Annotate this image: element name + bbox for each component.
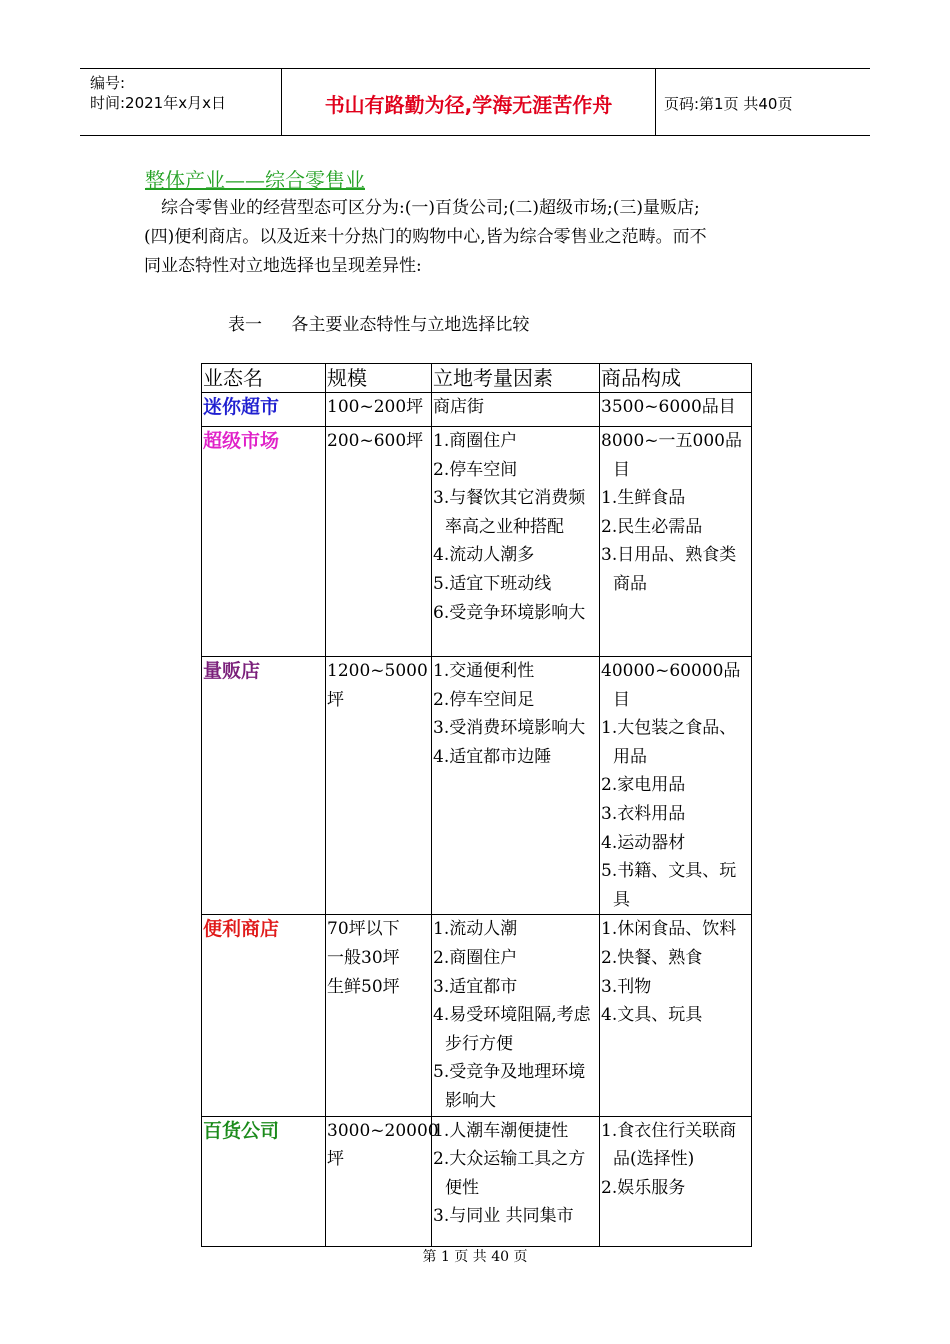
table-row	[202, 657, 752, 915]
factors-item: 2.停车空间	[433, 459, 518, 480]
scale-item: 一般30坪	[327, 947, 400, 968]
goods-cell	[600, 427, 752, 657]
header-divider	[655, 69, 656, 135]
paragraph-line: 同业态特性对立地选择也呈现差异性:	[144, 256, 422, 276]
factors-item: 1.商圈住户	[433, 431, 518, 451]
factors-cell	[432, 427, 600, 657]
intro-paragraph	[144, 194, 804, 281]
scale-cell	[326, 427, 432, 657]
table-row	[202, 1116, 752, 1246]
goods-item: 2.民生必需品	[601, 516, 703, 537]
scale-cell	[326, 1116, 439, 1246]
factors-item: 6.受竞争环境影响大	[433, 602, 586, 623]
goods-cell	[600, 1116, 752, 1246]
table-row	[202, 427, 752, 657]
scale-item: 200~600坪	[327, 431, 424, 451]
factors-cell	[432, 1116, 600, 1246]
factors-item: 商店街	[433, 397, 484, 417]
factors-item: 5.受竞争及地理环境影响大	[433, 1062, 586, 1111]
goods-cell	[600, 393, 752, 427]
goods-item: 2.娱乐服务	[601, 1177, 686, 1198]
header-time-label: 时间:2021年x月x日	[90, 94, 226, 112]
scale-item: 100~200坪	[327, 397, 424, 417]
column-header: 商品构成	[600, 364, 752, 393]
paragraph-line: (四)便利商店。以及近来十分热门的购物中心,皆为综合零售业之范畴。而不	[144, 227, 707, 247]
table-row	[202, 393, 752, 427]
format-name-cell: 迷你超市	[202, 393, 326, 427]
scale-item: 生鲜50坪	[327, 976, 400, 997]
format-name-cell: 量贩店	[202, 657, 326, 915]
factors-cell	[432, 393, 600, 427]
format-name-cell: 百货公司	[202, 1116, 326, 1246]
header-motto: 书山有路勤为径,学海无涯苦作舟	[324, 93, 613, 117]
header-meta	[90, 73, 226, 113]
format-name-cell: 超级市场	[202, 427, 326, 657]
factors-item: 4.流动人潮多	[433, 545, 535, 566]
scale-cell	[326, 657, 432, 915]
header-number-label: 编号:	[90, 74, 126, 92]
goods-item: 3.日用品、熟食类商品	[601, 545, 737, 594]
goods-item: 2.快餐、熟食	[601, 947, 703, 968]
goods-item: 2.家电用品	[601, 775, 686, 796]
factors-item: 4.适宜都市边陲	[433, 746, 552, 767]
paragraph-line: 综合零售业的经营型态可区分为:(一)百货公司;(二)超级市场;(三)量贩店;	[144, 198, 700, 218]
table-caption: 表一 各主要业态特性与立地选择比较	[228, 315, 530, 335]
column-header: 立地考量因素	[432, 364, 600, 393]
table-header-row	[202, 364, 752, 393]
section-title: 整体产业——综合零售业	[145, 168, 365, 192]
factors-item: 3.适宜都市	[433, 976, 518, 997]
goods-item: 3.衣料用品	[601, 803, 686, 824]
scale-cell	[326, 393, 432, 427]
table-row	[202, 915, 752, 1116]
factors-item: 3.受消费环境影响大	[433, 718, 586, 739]
factors-item: 1.流动人潮	[433, 919, 518, 940]
scale-item: 1200~5000坪	[327, 661, 428, 710]
factors-item: 3.与同业 共同集市	[433, 1206, 574, 1227]
factors-item: 2.大众运输工具之方便性	[433, 1149, 586, 1198]
factors-item: 4.易受环境阻隔,考虑步行方便	[433, 1005, 591, 1054]
goods-item: 4.运动器材	[601, 832, 686, 853]
page-footer: 第 1 页 共 40 页	[422, 1249, 528, 1265]
header-page-info: 页码:第1页 共40页	[664, 95, 793, 113]
goods-item: 8000~一五000品目	[601, 431, 742, 480]
goods-item: 3.刊物	[601, 976, 652, 997]
scale-cell	[326, 915, 432, 1116]
factors-item: 3.与餐饮其它消费频率高之业种搭配	[433, 488, 586, 537]
goods-item: 3500~6000品目	[601, 397, 736, 417]
goods-item: 5.书籍、文具、玩具	[601, 861, 737, 910]
factors-item: 5.适宜下班动线	[433, 573, 552, 594]
column-header: 规模	[326, 364, 432, 393]
scale-item: 70坪以下	[327, 919, 400, 940]
goods-item: 1.生鲜食品	[601, 488, 686, 509]
goods-item: 40000~60000品目	[601, 661, 741, 710]
scale-item: 3000~20000坪	[327, 1120, 439, 1170]
factors-cell	[432, 915, 600, 1116]
factors-item: 2.停车空间足	[433, 689, 535, 710]
goods-item: 1.大包装之食品、用品	[601, 718, 737, 767]
column-header: 业态名	[202, 364, 326, 393]
goods-item: 1.食衣住行关联商品(选择性)	[601, 1120, 737, 1170]
factors-item: 2.商圈住户	[433, 947, 518, 968]
goods-item: 4.文具、玩具	[601, 1005, 703, 1026]
format-name-cell: 便利商店	[202, 915, 326, 1116]
comparison-table	[201, 363, 752, 1247]
page-header	[80, 68, 870, 136]
factors-cell	[432, 657, 600, 915]
goods-item: 1.休闲食品、饮料	[601, 919, 737, 940]
factors-item: 1.交通便利性	[433, 661, 535, 681]
goods-cell	[600, 915, 752, 1116]
goods-cell	[600, 657, 752, 915]
factors-item: 1.人潮车潮便捷性	[433, 1120, 569, 1141]
